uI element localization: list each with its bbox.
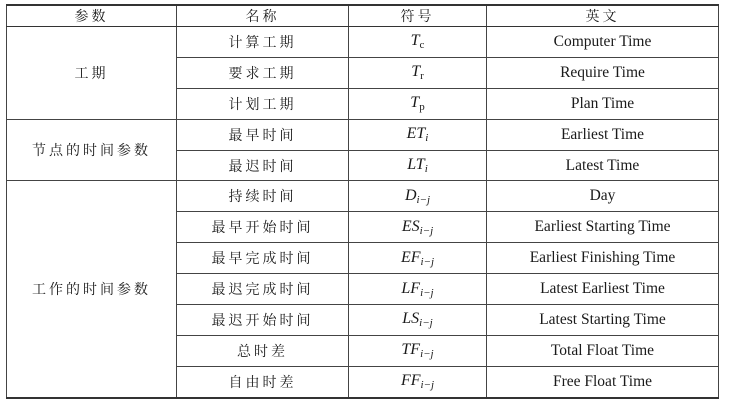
- table-row: [7, 119, 719, 150]
- param-english: Free Float Time: [487, 366, 719, 398]
- param-name: 持续时间: [177, 181, 349, 212]
- param-symbol: [349, 181, 487, 212]
- symbol-subscript: i−j: [419, 317, 433, 330]
- param-symbol: [349, 57, 487, 88]
- param-symbol: [349, 27, 487, 58]
- param-english: Latest Starting Time: [487, 305, 719, 336]
- table-row: [7, 181, 719, 212]
- symbol-subscript: i−j: [419, 224, 434, 237]
- symbol-main: LS: [402, 310, 420, 328]
- symbol-subscript: i−j: [420, 348, 434, 361]
- param-symbol: [349, 88, 487, 119]
- symbol-main: LF: [401, 279, 421, 297]
- table-row: [7, 27, 719, 58]
- symbol-main: EF: [400, 248, 421, 266]
- param-name: 计算工期: [177, 27, 349, 58]
- param-english: Total Float Time: [487, 335, 719, 366]
- param-name: 最迟时间: [177, 150, 349, 181]
- param-symbol: [349, 366, 487, 398]
- parameter-table: [6, 4, 719, 399]
- param-english: Latest Earliest Time: [487, 274, 719, 305]
- param-english: Day: [487, 181, 719, 212]
- header-param: 参数: [7, 5, 177, 27]
- symbol-subscript: p: [419, 101, 425, 114]
- symbol-main: T: [410, 94, 420, 112]
- param-name: 最早时间: [177, 119, 349, 150]
- header-symbol: 符号: [349, 5, 487, 27]
- symbol-main: T: [411, 63, 421, 81]
- symbol-subscript: r: [420, 70, 424, 83]
- param-symbol: [349, 305, 487, 336]
- param-symbol: [349, 119, 487, 150]
- param-symbol: [349, 150, 487, 181]
- symbol-subscript: i−j: [416, 193, 431, 206]
- header-english: 英文: [487, 5, 719, 27]
- param-name: 自由时差: [177, 366, 349, 398]
- param-english: Latest Time: [487, 150, 719, 181]
- param-group-label: 工作的时间参数: [7, 181, 177, 398]
- symbol-main: D: [404, 186, 417, 204]
- param-name: 最早完成时间: [177, 243, 349, 274]
- param-group-label: 工期: [7, 27, 177, 120]
- symbol-subscript: i: [425, 132, 429, 145]
- symbol-subscript: i−j: [420, 286, 434, 299]
- symbol-subscript: i−j: [420, 379, 435, 392]
- symbol-main: LT: [407, 156, 425, 173]
- symbol-subscript: i−j: [420, 255, 435, 268]
- param-symbol: [349, 212, 487, 243]
- symbol-main: T: [410, 32, 420, 50]
- param-english: Earliest Finishing Time: [487, 243, 719, 274]
- symbol-main: ES: [401, 217, 420, 235]
- param-english: Earliest Starting Time: [487, 212, 719, 243]
- param-english: Computer Time: [487, 27, 719, 58]
- symbol-main: TF: [401, 341, 421, 359]
- table-body: [7, 27, 719, 399]
- param-symbol: [349, 274, 487, 305]
- symbol-subscript: c: [419, 39, 425, 52]
- symbol-subscript: i: [424, 163, 428, 175]
- header-row: [7, 5, 719, 27]
- param-symbol: [349, 335, 487, 366]
- param-symbol: [349, 243, 487, 274]
- param-english: Earliest Time: [487, 119, 719, 150]
- param-english: Plan Time: [487, 88, 719, 119]
- param-group-label: 节点的时间参数: [7, 119, 177, 181]
- param-english: Require Time: [487, 57, 719, 88]
- param-name: 最迟开始时间: [177, 305, 349, 336]
- symbol-main: ET: [406, 125, 426, 143]
- param-name: 最迟完成时间: [177, 274, 349, 305]
- param-name: 总时差: [177, 335, 349, 366]
- param-name: 计划工期: [177, 88, 349, 119]
- header-name: 名称: [177, 5, 349, 27]
- symbol-main: FF: [400, 372, 421, 390]
- param-name: 要求工期: [177, 57, 349, 88]
- param-name: 最早开始时间: [177, 212, 349, 243]
